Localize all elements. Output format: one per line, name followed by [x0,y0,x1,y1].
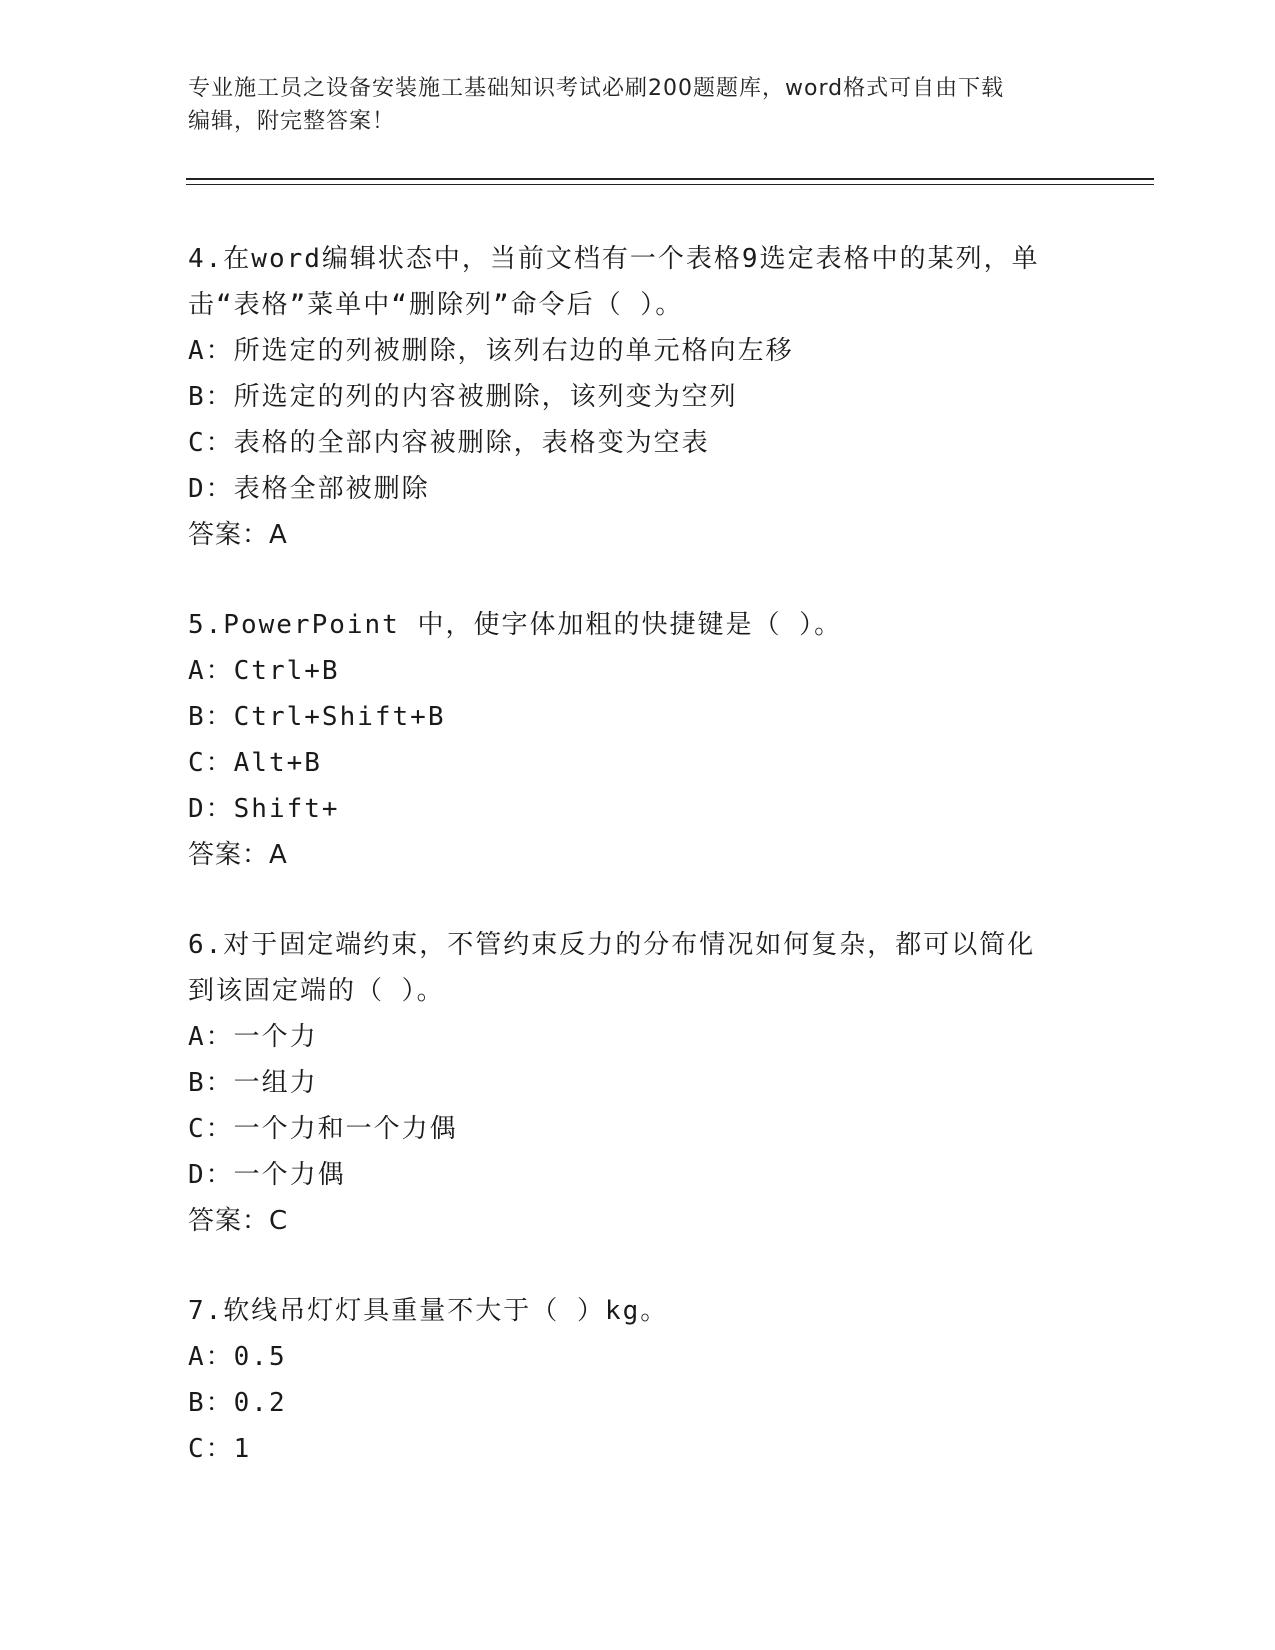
answer-label: 答案：C [188,1206,289,1236]
question-stem-line: 到该固定端的（ ）。 [188,976,445,1006]
answer-label: 答案：A [188,840,288,870]
option-c: C：1 [188,1434,252,1464]
question-stem-line: 5.PowerPoint 中，使字体加粗的快捷键是（ ）。 [188,610,843,640]
option-c: C：表格的全部内容被删除，表格变为空表 [188,428,710,458]
question-7 [188,1288,1088,1472]
option-c: C：一个力和一个力偶 [188,1114,458,1144]
answer-label: 答案：A [188,520,288,550]
header-divider-thin [186,184,1154,185]
question-5 [188,602,1088,878]
question-stem-line: 6.对于固定端约束，不管约束反力的分布情况如何复杂，都可以简化 [188,930,1036,960]
question-4 [188,236,1088,558]
option-d: D：Shift+ [188,794,340,824]
option-b: B：一组力 [188,1068,318,1098]
option-b: B：所选定的列的内容被删除，该列变为空列 [188,382,738,412]
header-divider [186,178,1154,180]
question-stem-line: 击“表格”菜单中“删除列”命令后（ ）。 [188,290,684,320]
question-6 [188,922,1088,1244]
option-a: A：Ctrl+B [188,656,340,686]
option-a: A：所选定的列被删除，该列右边的单元格向左移 [188,336,794,366]
option-d: D：表格全部被删除 [188,474,430,504]
question-stem-line: 7.软线吊灯灯具重量不大于（ ）kg。 [188,1296,669,1326]
option-d: D：一个力偶 [188,1160,346,1190]
document-header [188,72,1088,138]
option-a: A：0.5 [188,1342,287,1372]
option-c: C：Alt+B [188,748,322,778]
header-title-line-2: 编辑，附完整答案！ [188,109,396,134]
question-list [188,236,1088,1516]
option-a: A：一个力 [188,1022,318,1052]
option-b: B：0.2 [188,1388,287,1418]
option-b: B：Ctrl+Shift+B [188,702,446,732]
header-title-line-1: 专业施工员之设备安装施工基础知识考试必刷200题题库，word格式可自由下载 [188,76,1005,101]
question-stem-line: 4.在word编辑状态中，当前文档有一个表格9选定表格中的某列，单 [188,244,1040,274]
